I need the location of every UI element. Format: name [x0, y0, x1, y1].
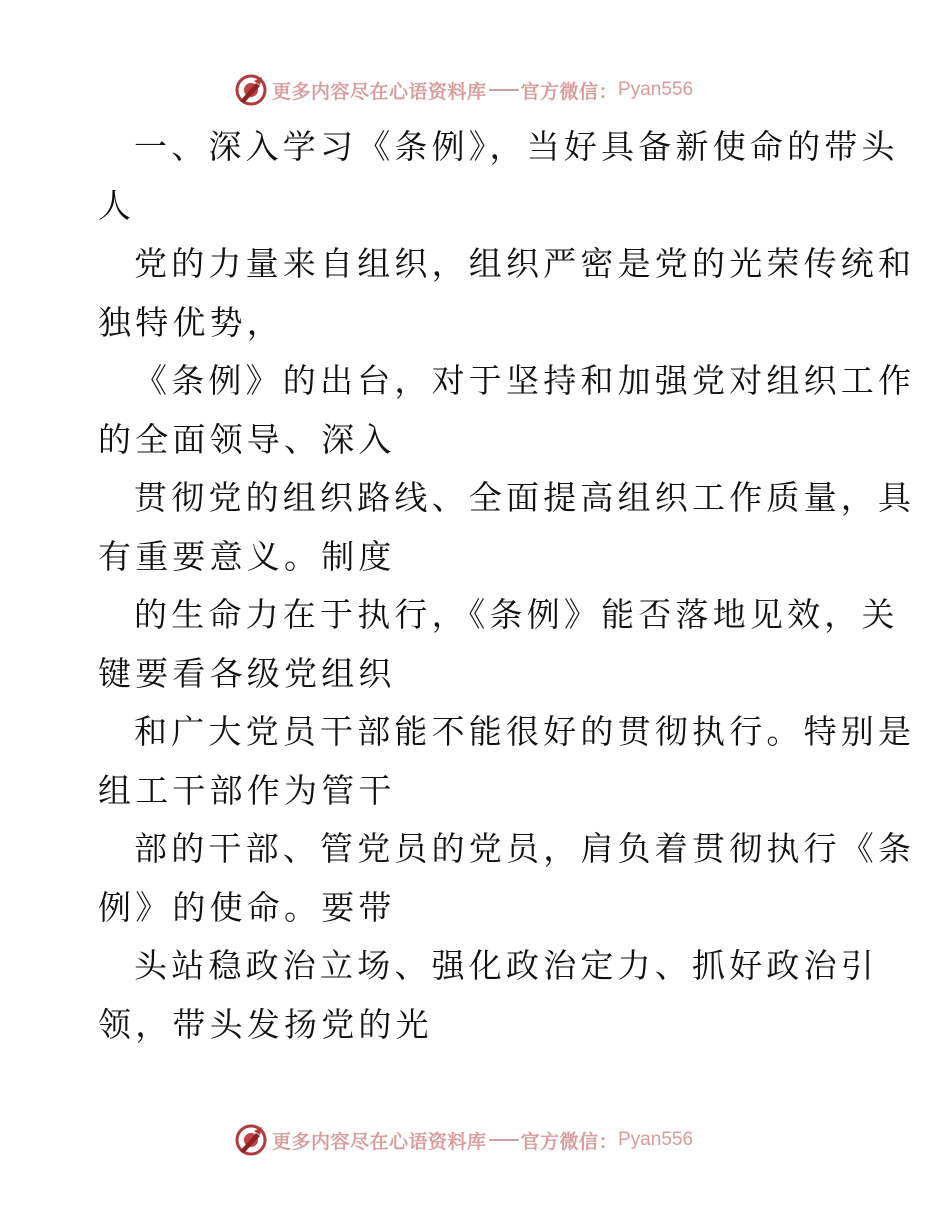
watermark-handle: Pyan556 [618, 1129, 694, 1150]
watermark-logo-icon [234, 1123, 268, 1157]
watermark-suffix: 官方微信： [520, 80, 619, 103]
header-watermark [234, 72, 693, 108]
body-line: 有重要意义。制度 [98, 536, 396, 576]
body-line: 组工干部作为管干 [98, 770, 396, 810]
body-line: 《条例》的出台，对于坚持和加强党对组织工作 [134, 361, 916, 400]
watermark-text: 更多内容尽在心语资料库 [272, 1130, 487, 1153]
body-line: 和广大党员干部能不能很好的贯彻执行。特别是 [134, 712, 916, 751]
body-line: 独特优势， [98, 302, 284, 342]
body-line: 键要看各级党组织 [98, 653, 396, 693]
watermark-suffix: 官方微信： [520, 1130, 619, 1153]
body-line: 例》的使命。要带 [98, 887, 396, 927]
body-line: 党的力量来自组织，组织严密是党的光荣传统和 [134, 244, 916, 283]
watermark-handle: Pyan556 [618, 79, 694, 100]
footer-watermark [234, 1122, 693, 1158]
body-line: 贯彻党的组织路线、全面提高组织工作质量，具 [134, 478, 916, 517]
body-line: 头站稳政治立场、强化政治定力、抓好政治引 [134, 946, 878, 985]
body-line: 部的干部、管党员的党员，肩负着贯彻执行《条 [134, 829, 916, 868]
watermark-dash [489, 89, 519, 91]
body-line: 的生命力在于执行，《条例》能否落地见效，关 [134, 595, 899, 634]
body-line: 一、深入学习《条例》，当好具备新使命的带头 [134, 127, 899, 166]
body-line: 人 [98, 185, 136, 225]
watermark-logo-icon [234, 73, 268, 107]
document-body [98, 118, 916, 1054]
body-line: 的全面领导、深入 [98, 419, 396, 459]
watermark-text: 更多内容尽在心语资料库 [272, 80, 487, 103]
watermark-dash [489, 1139, 519, 1141]
body-line: 领，带头发扬党的光 [98, 1004, 433, 1044]
